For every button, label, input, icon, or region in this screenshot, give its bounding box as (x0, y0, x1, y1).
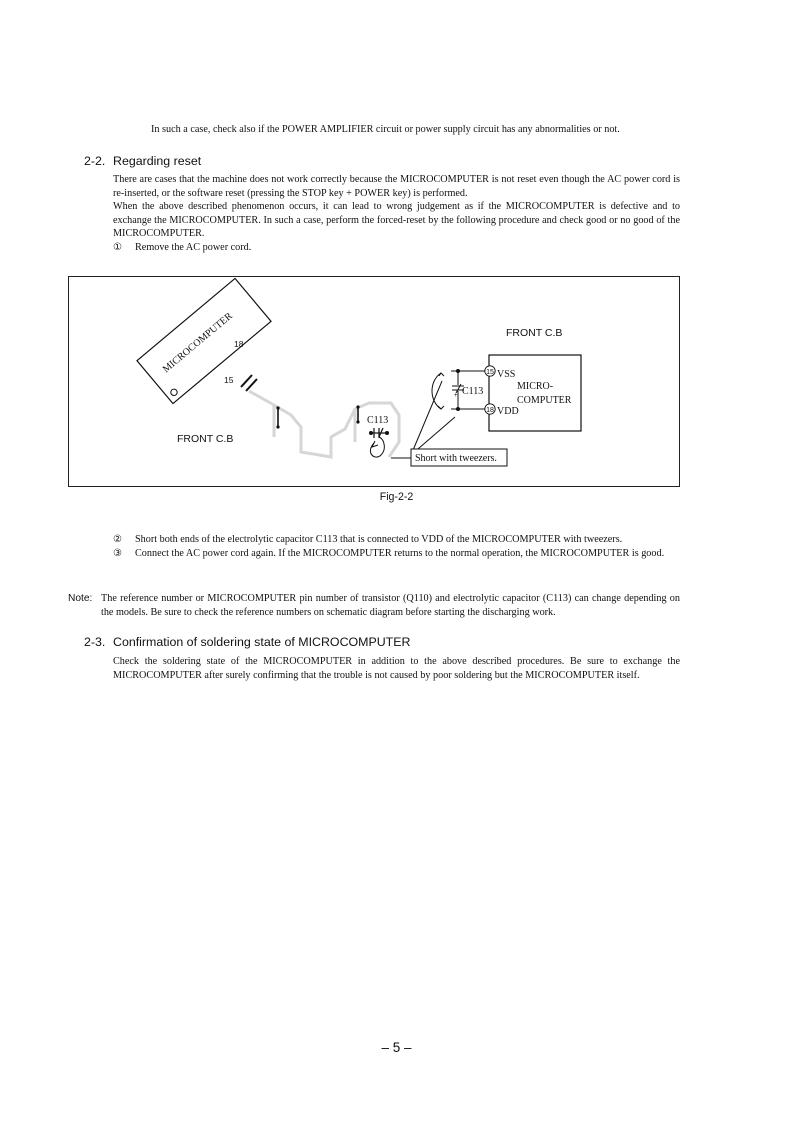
note-text: The reference number or MICROCOMPUTER pin number of transistor (Q110) and electrolytic capacitor (C113) can change depending on the models. Be sure to check the reference numbers on schematic diagram before starting the discharging work. (101, 593, 680, 618)
left-chip-label: MICROCOMPUTER (160, 310, 235, 376)
vdd-label: VDD (497, 406, 519, 417)
svg-text:+: + (454, 393, 458, 399)
board-capacitor-symbol (370, 428, 389, 438)
note-block (68, 592, 680, 619)
note-label: Note: (68, 593, 93, 604)
schematic-microcomputer-box (489, 355, 581, 431)
section-2-3-heading (84, 635, 410, 649)
vss-pin-number: 15 (486, 369, 494, 376)
step-2-text: Short both ends of the electrolytic capacitor C113 that is connected to VDD of the MICROCOMPUTER with tweezers. (135, 534, 623, 545)
section-2-2-para-1: There are cases that the machine does not work correctly because the MICROCOMPUTER is not reset even though the AC power cord is re-inserted, or the software reset (pressing the STOP key + POWER key) is performed. (113, 174, 680, 199)
vss-label: VSS (497, 369, 516, 380)
step-2-marker: ② (113, 534, 123, 545)
schematic-cap-label: C113 (462, 386, 484, 397)
step-1-marker: ① (113, 242, 123, 253)
step-3 (113, 547, 680, 561)
step-1 (113, 241, 680, 255)
figure-diagram (69, 277, 679, 486)
tweezer-callout-text: Short with tweezers. (415, 453, 497, 464)
figure-caption: Fig-2-2 (379, 491, 414, 503)
page-number: – 5 – (381, 1040, 412, 1055)
right-board-label: FRONT C.B (506, 327, 563, 339)
section-2-3-body (113, 655, 680, 682)
pin-15-label: 15 (224, 375, 234, 385)
schematic-chip-line2: COMPUTER (517, 395, 572, 406)
section-2-3-number: 2-3. (84, 635, 106, 649)
section-2-2-body (113, 173, 680, 241)
step-2 (113, 533, 680, 547)
figure-box (68, 276, 680, 487)
section-2-3-title: Confirmation of soldering state of MICROCOMPUTER (113, 635, 411, 649)
section-2-2-para-2: When the above described phenomenon occurs, it can lead to wrong judgement as if the MICROCOMPUTER is defective and to exchange the MICROCOMPUTER. In such a case, perform the forced-reset by the following procedure and check good or no good of the MICROCOMPUTER. (113, 201, 680, 240)
board-cap-label: C113 (367, 415, 389, 426)
section-2-2-heading (84, 154, 201, 168)
intro-line: In such a case, check also if the POWER AMPLIFIER circuit or power supply circuit has any abnormalities or not. (151, 124, 620, 135)
step-3-text: Connect the AC power cord again. If the MICROCOMPUTER returns to the normal operation, the MICROCOMPUTER is good. (135, 548, 665, 559)
step-3-marker: ③ (113, 548, 123, 559)
step-1-text: Remove the AC power cord. (135, 242, 252, 253)
pin-18-label: 18 (234, 339, 244, 349)
vdd-pin-number: 18 (486, 407, 494, 414)
section-2-2-number: 2-2. (84, 154, 106, 168)
section-2-3-para: Check the soldering state of the MICROCOMPUTER in addition to the above described procedures. Be sure to exchange the MICROCOMPUTER after surely confirming that the trouble is not caused by poor soldering but the MICROCOMPUTER itself. (113, 656, 680, 681)
callout-pointer-1 (411, 381, 442, 455)
left-board-label: FRONT C.B (177, 433, 234, 445)
schematic-chip-line1: MICRO- (517, 381, 554, 392)
schematic-tweezer-arc (432, 373, 441, 409)
section-2-2-title: Regarding reset (113, 154, 202, 168)
